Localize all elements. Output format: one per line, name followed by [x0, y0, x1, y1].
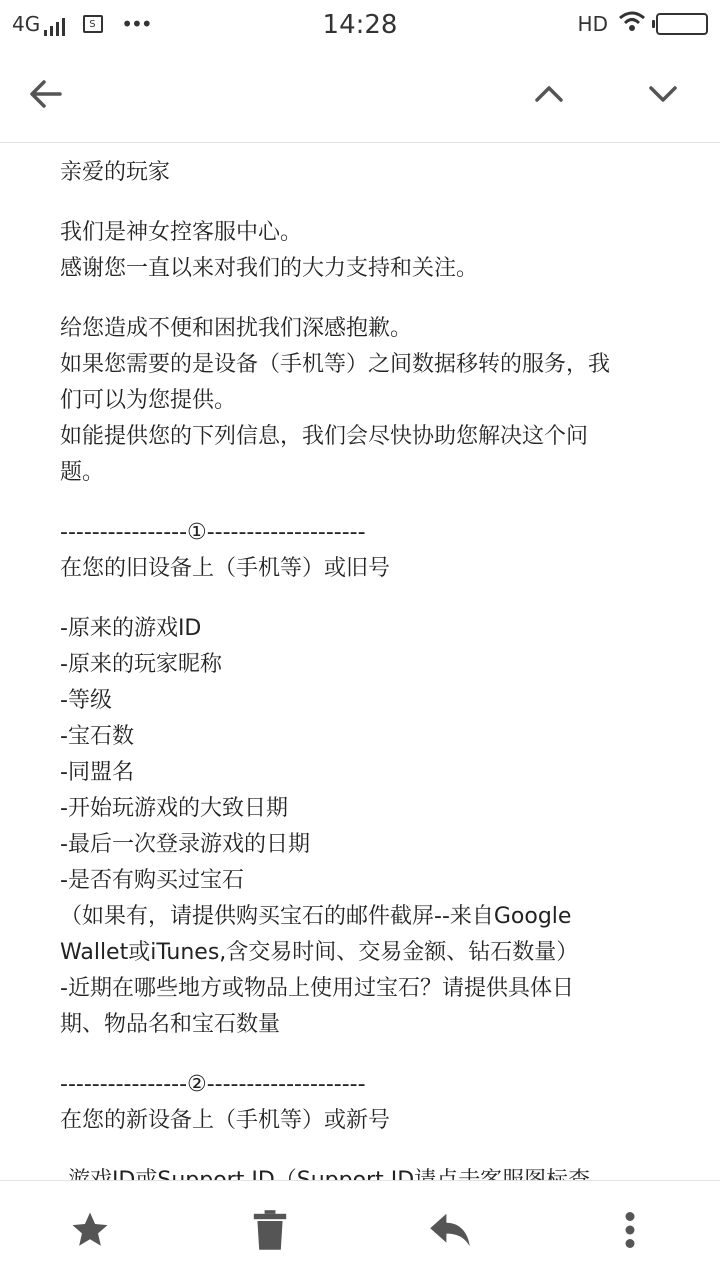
email-text-line: 们可以为您提供。 [60, 388, 237, 413]
email-text-line: 如能提供您的下列信息，我们会尽快协助您解决这个问 [60, 424, 589, 449]
email-paragraph [60, 215, 660, 287]
email-text-line: 我们是神女控客服中心。 [60, 220, 303, 245]
email-paragraph [60, 155, 660, 191]
more-options-button[interactable] [605, 1207, 655, 1257]
email-text-line: 期、物品名和宝石数量 [60, 1012, 281, 1037]
email-paragraph [60, 515, 660, 587]
email-text-line: -开始玩游戏的大致日期 [60, 796, 288, 821]
email-paragraph [60, 611, 660, 1043]
email-text-line: -原来的游戏ID [60, 616, 202, 641]
email-text-line: 感谢您一直以来对我们的大力支持和关注。 [60, 256, 479, 281]
battery-icon [656, 13, 708, 35]
reply-icon [428, 1212, 472, 1252]
email-text-line: -最后一次登录游戏的日期 [60, 832, 310, 857]
email-text-line: 在您的旧设备上（手机等）或旧号 [60, 556, 391, 581]
hd-indicator: HD [577, 12, 608, 36]
email-body [0, 143, 720, 1199]
chevron-up-icon [533, 78, 565, 114]
network-type: 4G [12, 12, 41, 36]
chevron-down-icon [647, 78, 679, 114]
email-text-line: -是否有购买过宝石 [60, 868, 244, 893]
wifi-icon [618, 10, 646, 38]
email-paragraph [60, 311, 660, 491]
back-button[interactable] [20, 70, 72, 122]
email-body-scroll[interactable] [0, 143, 720, 1179]
email-text-line: 题。 [60, 460, 105, 485]
more-notifications-icon: ••• [121, 12, 151, 36]
reply-button[interactable] [425, 1207, 475, 1257]
clock: 14:28 [322, 10, 398, 40]
email-text-line: ----------------①-------------------- [60, 520, 366, 545]
arrow-left-icon [28, 76, 64, 116]
status-right [578, 10, 708, 38]
email-paragraph [60, 1067, 660, 1139]
email-text-line: 给您造成不便和困扰我们深感抱歉。 [60, 316, 413, 341]
email-text-line: 亲爱的玩家 [60, 160, 171, 185]
email-text-line: Wallet或iTunes,含交易时间、交易金额、钻石数量） [60, 940, 579, 965]
email-text-line: -近期在哪些地方或物品上使用过宝石？请提供具体日 [60, 976, 574, 1001]
star-button[interactable] [65, 1207, 115, 1257]
star-icon [69, 1209, 111, 1255]
bottom-action-bar [0, 1180, 720, 1281]
next-message-button[interactable] [637, 70, 689, 122]
screenshot-icon: S [83, 15, 103, 33]
more-vertical-icon [624, 1212, 636, 1252]
status-bar [0, 0, 720, 50]
delete-button[interactable] [245, 1207, 295, 1257]
email-text-line: -同盟名 [60, 760, 134, 785]
trash-icon [252, 1210, 288, 1254]
email-text-line: 在您的新设备上（手机等）或新号 [60, 1108, 391, 1133]
email-text-line: （如果有，请提供购买宝石的邮件截屏--来自Google [60, 904, 572, 929]
app-bar [0, 50, 720, 143]
previous-message-button[interactable] [523, 70, 575, 122]
email-text-line: 如果您需要的是设备（手机等）之间数据移转的服务，我 [60, 352, 611, 377]
email-text-line: -宝石数 [60, 724, 134, 749]
email-text-line: -原来的玩家昵称 [60, 652, 222, 677]
email-text-line: -等级 [60, 688, 112, 713]
email-text-line: ----------------②-------------------- [60, 1072, 366, 1097]
